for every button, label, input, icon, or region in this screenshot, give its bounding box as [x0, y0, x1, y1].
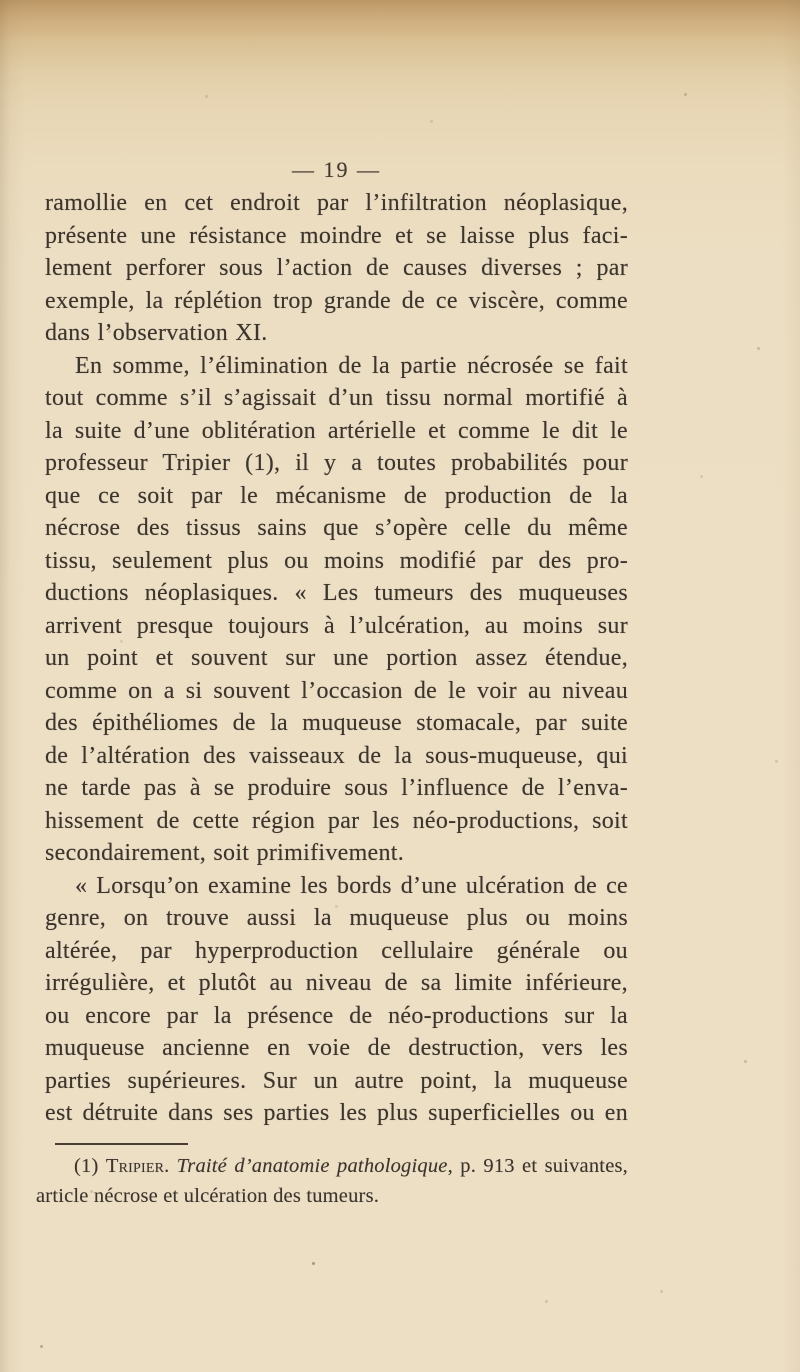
- footnote: [36, 1152, 628, 1211]
- text-line: altérée, par hyperproduction cellulaire générale ou: [45, 937, 628, 964]
- footnote-author: Tripier.: [105, 1155, 170, 1177]
- footnote-pages: , p. 913 et suivantes,: [447, 1155, 629, 1177]
- footnote-book-title: Traité d’anatomie pathologique: [176, 1155, 448, 1177]
- text-line: professeur Tripier (1), il y a toutes probabilités pour: [45, 450, 628, 476]
- footnote-marker: (1): [74, 1155, 99, 1177]
- text-line: dans l’observation XI.: [45, 320, 268, 346]
- text-line: tout comme s’il s’agissait d’un tissu normal mortifié à: [45, 385, 628, 411]
- text-line: secondairement, soit primifivement.: [45, 840, 405, 866]
- text-line: un point et souvent sur une portion assez étendue,: [45, 645, 628, 671]
- page-number: — 19 —: [292, 157, 381, 182]
- paper-speckles: [0, 0, 3, 3]
- text-line: En somme, l’élimination de la partie nécrosée se fait: [75, 352, 628, 379]
- text-line: ne tarde pas à se produire sous l’influence de l’enva-: [45, 775, 628, 801]
- text-line: tissu, seulement plus ou moins modifié par des pro-: [45, 547, 628, 574]
- text-line: de l’altération des vaisseaux de la sous-muqueuse, qui: [45, 742, 628, 769]
- text-line: des épithéliomes de la muqueuse stomacale, par suite: [45, 710, 628, 736]
- text-line: « Lorsqu’on examine les bords d’une ulcération de ce: [75, 872, 628, 899]
- text-line: la suite d’une oblitération artérielle et comme le dit le: [45, 417, 628, 444]
- body-text: [45, 187, 628, 1130]
- text-line: parties supérieures. Sur un autre point, la muqueuse: [45, 1067, 628, 1094]
- text-line: présente une résistance moindre et se laisse plus faci-: [45, 222, 628, 249]
- text-line: arrivent presque toujours à l’ulcération, au moins sur: [45, 612, 628, 639]
- text-line: muqueuse ancienne en voie de destruction, vers les: [45, 1035, 628, 1061]
- text-line: que ce soit par le mécanisme de production de la: [45, 482, 628, 509]
- footnote-rule: [55, 1143, 188, 1145]
- text-line: exemple, la réplétion trop grande de ce viscère, comme: [45, 287, 628, 314]
- text-line: est détruite dans ses parties les plus superficielles ou en: [45, 1100, 628, 1126]
- text-line: hissement de cette région par les néo-productions, soit: [45, 807, 628, 834]
- footnote-line: [36, 1152, 628, 1182]
- text-line: lement perforer sous l’action de causes diverses ; par: [45, 255, 628, 281]
- text-line: ou encore par la présence de néo-productions sur la: [45, 1002, 628, 1029]
- text-line: ductions néoplasiques. « Les tumeurs des muqueuses: [45, 580, 628, 606]
- footnote-line: article nécrose et ulcération des tumeurs.: [36, 1184, 380, 1207]
- text-line: genre, on trouve aussi la muqueuse plus ou moins: [45, 905, 628, 931]
- text-line: ramollie en cet endroit par l’infiltration néoplasique,: [45, 190, 628, 216]
- text-line: irrégulière, et plutôt au niveau de sa limite inférieure,: [45, 970, 628, 996]
- text-line: nécrose des tissus sains que s’opère celle du même: [45, 515, 628, 541]
- text-line: comme on a si souvent l’occasion de le voir au niveau: [45, 677, 628, 704]
